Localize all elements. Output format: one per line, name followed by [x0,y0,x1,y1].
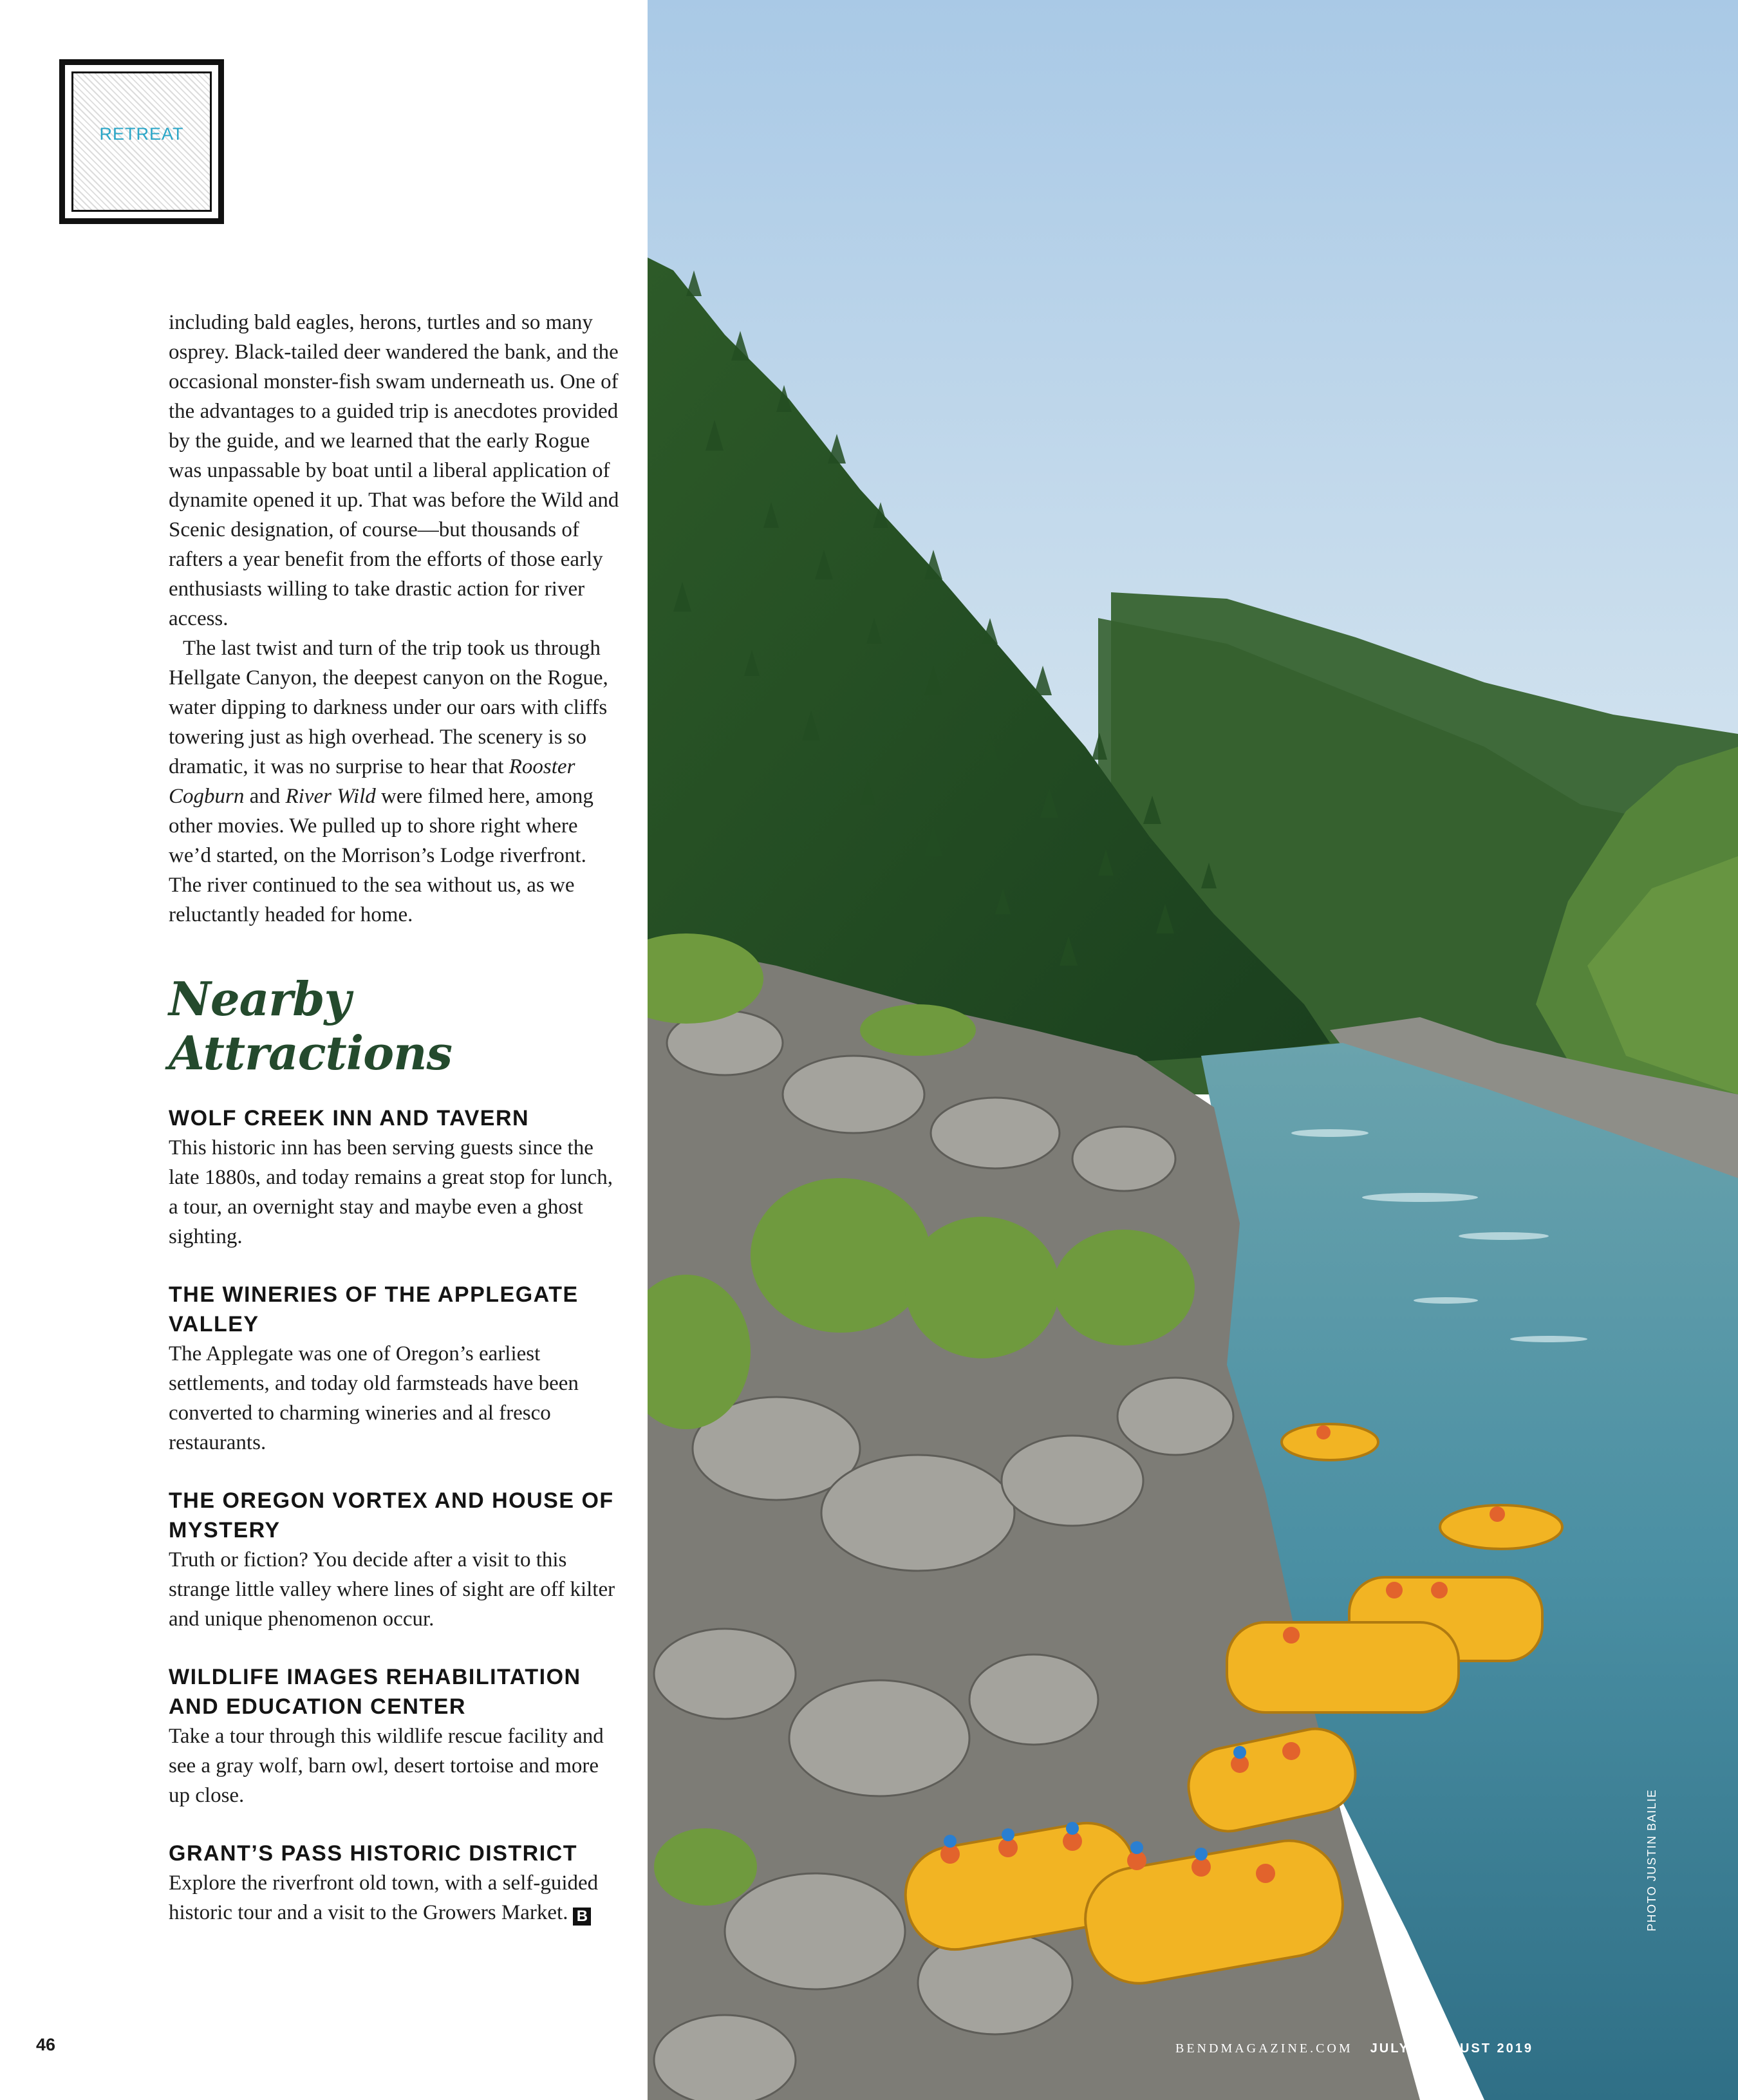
article-paragraph [169,633,619,930]
section-badge [59,59,224,224]
attraction-name: GRANT’S PASS HISTORIC DISTRICT [169,1841,578,1866]
section-label: RETREAT [99,124,184,144]
attraction-item [169,1103,619,1252]
attraction-item [169,1662,619,1810]
attraction-name: THE WINERIES OF THE APPLEGATE VALLEY [169,1282,579,1336]
film-title: Rooster Cogburn [169,755,575,808]
raft-far-1 [1282,1424,1378,1460]
text-run: were filmed here, among other movies. We pulled up to shore right where we’d started, on the Morrison’s Lodge riverfront. The river continued to the sea without us, as we reluctantly headed for home. [169,785,593,926]
attraction-item [169,1486,619,1634]
attraction-item [169,1839,619,1927]
footer-issue: JULY \ AUGUST 2019 [1370,2041,1534,2056]
attraction-description [169,1868,619,1927]
attraction-description [169,1721,619,1810]
attraction-description-text: Explore the riverfront old town, with a self-guided historic tour and a visit to the Growers Market. [169,1871,599,1924]
photo-credit: PHOTO JUSTIN BAILIE [1645,1788,1658,1931]
article-paragraph [169,308,619,633]
page-number: 46 [36,2035,56,2054]
attraction-description [169,1339,619,1458]
text-run: including bald eagles, herons, turtles and so many osprey. Black-tailed deer wandered the bank, and the occasional monster-fish swam underneath us. One of the advantages to a guided trip is anecdotes provided by the guide, and we learned that the early Rogue was unpassable by boat until a liberal application of dynamite opened it up. That was before the Wild and Scenic designation, of course—but thousands of rafters a year benefit from the efforts of those early enthusiasts willing to take drastic action for river access. [169,311,619,630]
attraction-name: WILDLIFE IMAGES REHABILITATION AND EDUCATION CENTER [169,1665,581,1719]
attraction-description-text: Take a tour through this wildlife rescue facility and see a gray wolf, barn owl, desert tortoise and more up close. [169,1725,604,1807]
text-run: and [244,785,286,808]
running-footer [1175,2041,1533,2056]
attraction-description-text: The Applegate was one of Oregon’s earliest settlements, and today old farmsteads have been converted to charming wineries and al fresco restaurants. [169,1342,579,1454]
attraction-item [169,1280,619,1458]
text-column [169,308,619,1956]
section-badge-pattern [71,71,212,212]
attraction-description [169,1545,619,1634]
attraction-name: THE OREGON VORTEX AND HOUSE OF MYSTERY [169,1488,614,1542]
text-run: The last twist and turn of the trip took us through Hellgate Canyon, the deepest canyon on the Rogue, water dipping to darkness under our oars with cliffs towering just as high overhead. The scenery is so dramatic, it was no surprise to hear that [169,637,608,778]
attraction-description [169,1133,619,1252]
film-title: River Wild [285,785,376,808]
attraction-description-text: Truth or fiction? You decide after a visit to this strange little valley where lines of sight are off kilter and unique phenomenon occur. [169,1548,615,1631]
attraction-name: WOLF CREEK INN AND TAVERN [169,1106,530,1130]
end-mark-logo: B [573,1908,591,1926]
nearby-attractions-title: Nearby Attractions [169,971,453,1080]
footer-website: BENDMAGAZINE.COM [1175,2041,1353,2056]
river-rafting-photo [648,0,1738,2100]
attractions-list [169,1103,619,1927]
article-body [169,308,619,930]
raft-gear-boat-2 [1227,1622,1459,1712]
attraction-description-text: This historic inn has been serving guests since the late 1880s, and today remains a great stop for lunch, a tour, an overnight stay and maybe even a ghost sighting. [169,1136,613,1248]
